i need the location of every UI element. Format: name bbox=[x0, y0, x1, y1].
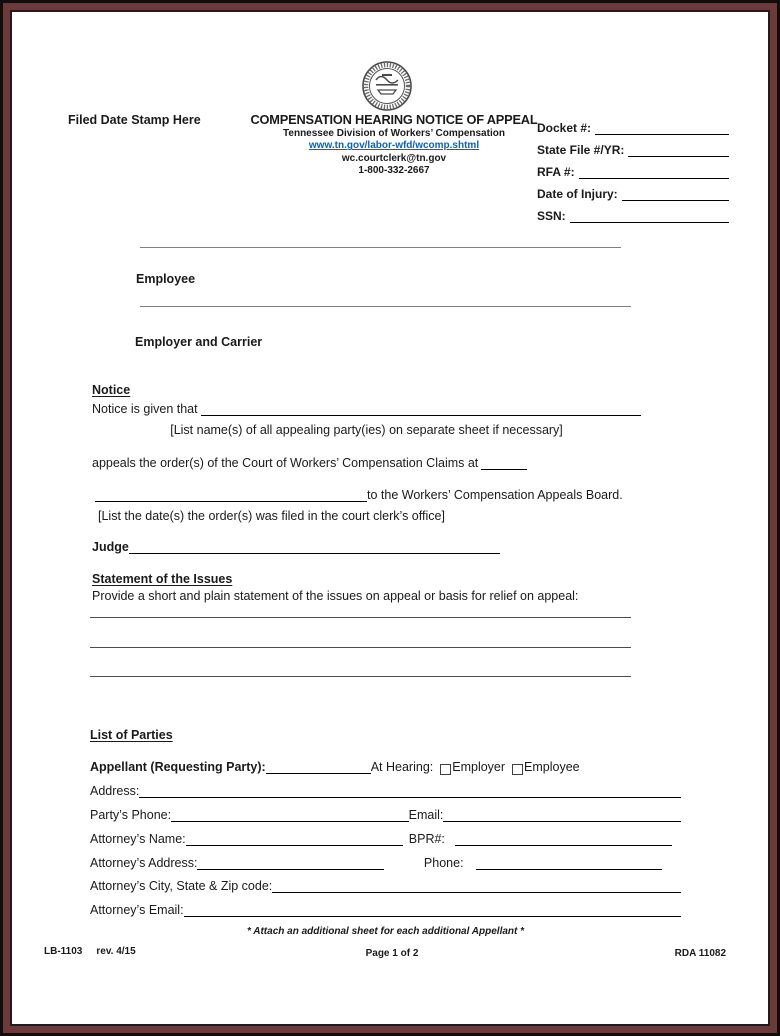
state-file-label: State File #/YR: bbox=[537, 143, 625, 157]
case-fields bbox=[537, 113, 729, 223]
state-file-row bbox=[537, 135, 729, 157]
filed-date-stamp-label: Filed Date Stamp Here bbox=[68, 113, 201, 127]
employer-carrier-label: Employer and Carrier bbox=[135, 335, 263, 349]
order-dates-line[interactable] bbox=[95, 488, 367, 502]
email-label: Email: bbox=[408, 808, 444, 822]
attorney-email-label: Attorney’s Email: bbox=[90, 903, 184, 917]
docket-number-line[interactable] bbox=[595, 121, 729, 135]
form-page bbox=[10, 10, 770, 1026]
judge-label: Judge bbox=[92, 540, 129, 554]
appeals-board-text: to the Workers’ Compensation Appeals Board. bbox=[367, 488, 623, 502]
appellant-row bbox=[90, 760, 580, 774]
date-of-injury-label: Date of Injury: bbox=[537, 187, 618, 201]
appealing-party-note: [List name(s) of all appealing party(ies) on separate sheet if necessary] bbox=[170, 423, 563, 437]
form-number: LB-1103 bbox=[44, 946, 83, 957]
notice-given-row bbox=[92, 402, 641, 416]
bpr-label: BPR#: bbox=[408, 832, 445, 846]
attorney-phone-label: Phone: bbox=[423, 856, 464, 870]
attorney-name-line[interactable] bbox=[186, 832, 403, 846]
attorney-city-row bbox=[90, 879, 681, 893]
attorney-address-line[interactable] bbox=[197, 856, 383, 870]
employee-checkbox[interactable] bbox=[512, 764, 523, 775]
party-phone-line[interactable] bbox=[171, 808, 409, 822]
statement-line-1[interactable] bbox=[90, 617, 631, 618]
ssn-line[interactable] bbox=[570, 209, 729, 223]
employee-label: Employee bbox=[136, 272, 196, 286]
attorney-email-row bbox=[90, 903, 681, 917]
attorney-city-line[interactable] bbox=[272, 879, 681, 893]
judge-row bbox=[92, 540, 500, 554]
form-subtitle: Tennessee Division of Workers’ Compensation bbox=[283, 127, 505, 139]
appeals-order-text: appeals the order(s) of the Court of Workers’ Compensation Claims at bbox=[92, 456, 479, 470]
form-title: COMPENSATION HEARING NOTICE OF APPEAL bbox=[250, 112, 538, 127]
attorney-name-row bbox=[90, 832, 672, 846]
claims-at-line[interactable] bbox=[481, 456, 527, 470]
attorney-address-row bbox=[90, 856, 662, 870]
statement-instruction: Provide a short and plain statement of the issues on appeal or basis for relief on appeal: bbox=[92, 589, 579, 603]
appeals-board-row bbox=[95, 488, 623, 502]
statement-heading: Statement of the Issues bbox=[92, 572, 233, 586]
ssn-row bbox=[537, 201, 729, 223]
address-label: Address: bbox=[90, 784, 140, 798]
page-number: Page 1 of 2 bbox=[365, 948, 419, 959]
party-phone-label: Party’s Phone: bbox=[90, 808, 172, 822]
employee-option-label: Employee bbox=[524, 760, 580, 774]
appeals-order-row bbox=[92, 456, 527, 470]
employer-checkbox[interactable] bbox=[440, 764, 451, 775]
form-header bbox=[224, 112, 564, 178]
attorney-phone-line[interactable] bbox=[476, 856, 662, 870]
at-hearing-label: At Hearing: bbox=[370, 760, 434, 774]
docket-number-row bbox=[537, 113, 729, 135]
address-line[interactable] bbox=[139, 784, 681, 798]
employer-carrier-line[interactable] bbox=[140, 306, 631, 307]
statement-line-2[interactable] bbox=[90, 647, 631, 648]
rfa-number-label: RFA #: bbox=[537, 165, 575, 179]
order-dates-note: [List the date(s) the order(s) was filed in the court clerk’s office] bbox=[98, 509, 445, 523]
docket-number-label: Docket #: bbox=[537, 121, 592, 135]
judge-name-line[interactable] bbox=[129, 540, 500, 554]
page-border bbox=[3, 3, 777, 1033]
website-link[interactable]: www.tn.gov/labor-wfd/wcomp.shtml bbox=[308, 140, 480, 152]
bpr-line[interactable] bbox=[455, 832, 672, 846]
appellant-name-line[interactable] bbox=[266, 760, 371, 774]
attach-note: * Attach an additional sheet for each additional Appellant * bbox=[246, 926, 525, 937]
date-of-injury-row bbox=[537, 179, 729, 201]
rfa-number-line[interactable] bbox=[579, 165, 729, 179]
attorney-address-label: Attorney’s Address: bbox=[90, 856, 198, 870]
state-file-line[interactable] bbox=[628, 143, 729, 157]
tennessee-state-seal-icon bbox=[358, 60, 416, 112]
notice-heading: Notice bbox=[92, 383, 131, 397]
list-of-parties-heading: List of Parties bbox=[90, 728, 173, 742]
employer-option-label: Employer bbox=[452, 760, 506, 774]
form-revision: rev. 4/15 bbox=[96, 946, 136, 957]
address-row bbox=[90, 784, 681, 798]
footer-form-number bbox=[44, 946, 136, 957]
appealing-party-line[interactable] bbox=[201, 402, 641, 416]
rfa-number-row bbox=[537, 157, 729, 179]
clerk-email: wc.courtclerk@tn.gov bbox=[341, 152, 447, 164]
ssn-label: SSN: bbox=[537, 209, 566, 223]
party-phone-email-row bbox=[90, 808, 681, 822]
rda-number: RDA 11082 bbox=[674, 948, 726, 959]
attorney-city-label: Attorney’s City, State & Zip code: bbox=[90, 879, 273, 893]
attorney-name-label: Attorney’s Name: bbox=[90, 832, 186, 846]
appellant-label: Appellant (Requesting Party): bbox=[90, 760, 266, 774]
notice-given-label: Notice is given that bbox=[92, 402, 198, 416]
statement-line-3[interactable] bbox=[90, 676, 631, 677]
email-line[interactable] bbox=[443, 808, 681, 822]
clerk-phone: 1-800-332-2667 bbox=[358, 165, 430, 177]
date-of-injury-line[interactable] bbox=[622, 187, 729, 201]
employee-name-line[interactable] bbox=[140, 247, 621, 248]
attorney-email-line[interactable] bbox=[184, 903, 681, 917]
